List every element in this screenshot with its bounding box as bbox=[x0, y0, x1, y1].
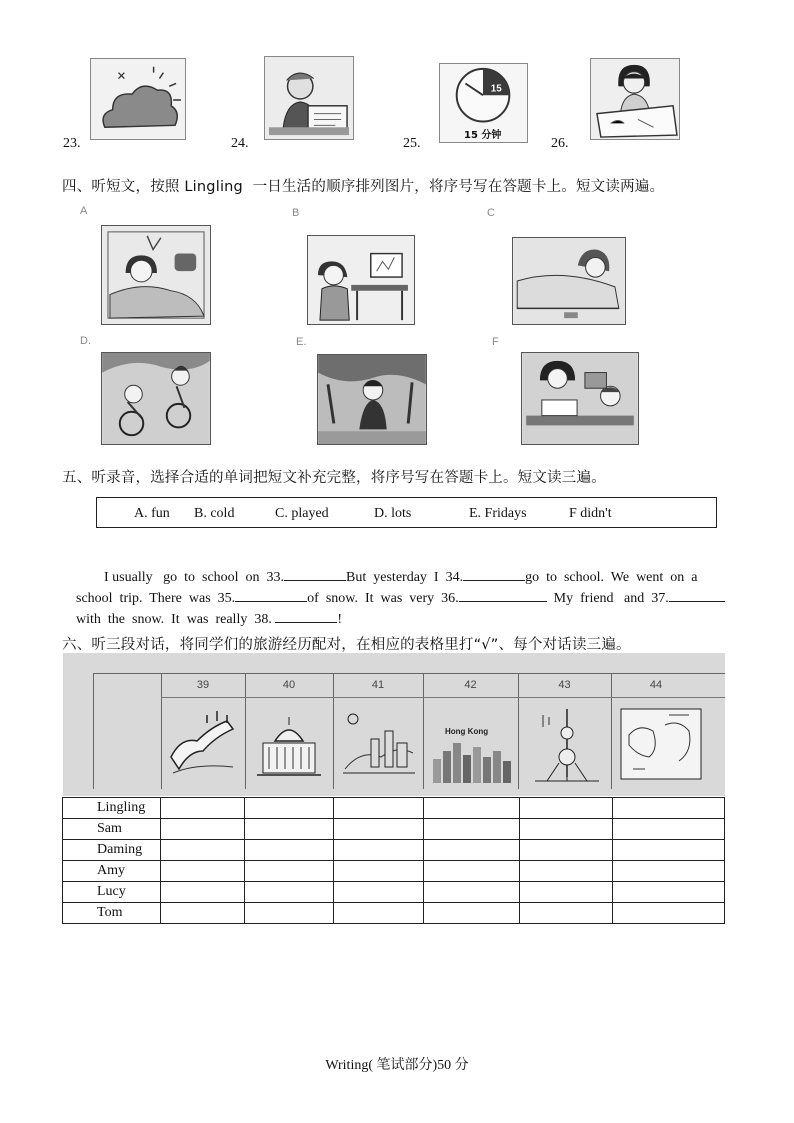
column-39: 39 bbox=[196, 679, 210, 691]
answer-cell[interactable] bbox=[613, 882, 725, 903]
answer-cell[interactable] bbox=[333, 840, 423, 861]
answer-cell[interactable] bbox=[160, 840, 244, 861]
picture-e-park bbox=[317, 354, 427, 445]
option-f: F didn't bbox=[569, 506, 612, 521]
answer-cell[interactable] bbox=[244, 840, 333, 861]
section4-heading: 四、听短文，按照 Lingling 一日生活的顺序排列图片，将序号写在答题卡上。短文读两遍。 bbox=[62, 179, 665, 195]
answer-cell[interactable] bbox=[160, 903, 244, 924]
answer-cell[interactable] bbox=[333, 819, 423, 840]
student-name: Lucy bbox=[63, 882, 161, 903]
answer-cell[interactable] bbox=[423, 903, 520, 924]
section6-heading: 六、听三段对话，将同学们的旅游经历配对，在相应的表格里打“√”、每个对话读三遍。 bbox=[62, 637, 631, 653]
student-name: Amy bbox=[63, 861, 161, 882]
answer-cell[interactable] bbox=[423, 861, 520, 882]
answer-cell[interactable] bbox=[244, 861, 333, 882]
answer-cell[interactable] bbox=[333, 798, 423, 819]
passage-text-2a: school trip. There was 35. bbox=[76, 591, 236, 606]
label-f: F bbox=[492, 336, 499, 348]
passage-text-2b: of snow. It was very 36. bbox=[307, 591, 459, 606]
answer-cell[interactable] bbox=[423, 798, 520, 819]
student-name: Sam bbox=[63, 819, 161, 840]
table-row bbox=[63, 840, 725, 861]
travel-match-table bbox=[62, 797, 725, 924]
answer-cell[interactable] bbox=[520, 798, 613, 819]
answer-cell[interactable] bbox=[613, 861, 725, 882]
capitol-building-icon bbox=[253, 713, 325, 783]
option-a: A. fun bbox=[134, 506, 170, 521]
cloud-sun-icon bbox=[91, 59, 185, 139]
answer-cell[interactable] bbox=[520, 882, 613, 903]
answer-cell[interactable] bbox=[613, 840, 725, 861]
answer-cell[interactable] bbox=[333, 861, 423, 882]
section5-heading: 五、听录音，选择合适的单词把短文补充完整，将序号写在答题卡上。短文读三遍。 bbox=[62, 470, 606, 486]
man-reading-icon bbox=[265, 57, 353, 139]
passage-text-1a: I usually go to school on 33. bbox=[104, 570, 285, 585]
answer-cell[interactable] bbox=[613, 798, 725, 819]
passage-text-2c: My friend and 37. bbox=[546, 591, 669, 606]
column-44: 44 bbox=[649, 679, 663, 691]
label-d: D. bbox=[80, 335, 91, 347]
blank-38[interactable] bbox=[275, 608, 337, 623]
answer-cell[interactable] bbox=[520, 903, 613, 924]
option-b: B. cold bbox=[194, 506, 235, 521]
picture-b-computer bbox=[307, 235, 415, 325]
item-number-24: 24. bbox=[231, 136, 249, 151]
answer-cell[interactable] bbox=[333, 903, 423, 924]
answer-cell[interactable] bbox=[613, 903, 725, 924]
passage-text-1c: go to school. We went on a bbox=[525, 570, 698, 585]
label-c: C bbox=[487, 207, 495, 219]
passage-text-3a: with the snow. It was really 38. bbox=[76, 612, 276, 627]
answer-cell[interactable] bbox=[244, 798, 333, 819]
passage-text-3b: ! bbox=[337, 612, 343, 627]
answer-cell[interactable] bbox=[160, 861, 244, 882]
picture-23 bbox=[90, 58, 186, 140]
item-number-26: 26. bbox=[551, 136, 569, 151]
writing-section-title: Writing( 笔试部分)50 分 bbox=[325, 1058, 469, 1073]
item-number-23: 23. bbox=[63, 136, 81, 151]
hong-kong-label: Hong Kong bbox=[445, 727, 489, 736]
answer-cell[interactable] bbox=[423, 882, 520, 903]
picture-a-waking-up bbox=[101, 225, 211, 325]
table-row bbox=[63, 798, 725, 819]
answer-cell[interactable] bbox=[244, 903, 333, 924]
column-43: 43 bbox=[558, 679, 571, 691]
great-wall-icon bbox=[167, 707, 239, 781]
label-e: E. bbox=[296, 336, 307, 348]
option-d: D. lots bbox=[374, 506, 412, 521]
hong-kong-skyline-icon bbox=[429, 739, 513, 785]
student-name: Lingling bbox=[63, 798, 161, 819]
picture-d-cycling bbox=[101, 352, 211, 445]
answer-cell[interactable] bbox=[244, 819, 333, 840]
label-a: A bbox=[80, 205, 88, 217]
picture-25 bbox=[439, 63, 528, 143]
answer-cell[interactable] bbox=[333, 882, 423, 903]
option-e: E. Fridays bbox=[469, 506, 527, 521]
table-row bbox=[63, 903, 725, 924]
item-number-25: 25. bbox=[403, 136, 421, 151]
answer-cell[interactable] bbox=[160, 819, 244, 840]
answer-cell[interactable] bbox=[520, 819, 613, 840]
city-skyline-icon bbox=[341, 709, 417, 783]
label-b: B bbox=[292, 207, 300, 219]
answer-cell[interactable] bbox=[160, 882, 244, 903]
word-options-box bbox=[96, 497, 717, 528]
answer-cell[interactable] bbox=[613, 819, 725, 840]
map-icon bbox=[619, 705, 703, 783]
picture-f-homework bbox=[521, 352, 639, 445]
table-row bbox=[63, 861, 725, 882]
student-name: Daming bbox=[63, 840, 161, 861]
option-c: C. played bbox=[275, 506, 329, 521]
answer-cell[interactable] bbox=[244, 882, 333, 903]
picture-c-sleeping bbox=[512, 237, 626, 325]
picture-24 bbox=[264, 56, 354, 140]
column-40: 40 bbox=[282, 679, 296, 691]
answer-cell[interactable] bbox=[423, 819, 520, 840]
picture-26 bbox=[590, 58, 680, 140]
clock-caption: 15 分钟 bbox=[464, 130, 502, 141]
column-42: 42 bbox=[464, 679, 477, 691]
travel-pictures-photo bbox=[63, 653, 725, 796]
clock-minutes-label: 15 bbox=[490, 83, 502, 95]
answer-cell[interactable] bbox=[520, 840, 613, 861]
answer-cell[interactable] bbox=[423, 840, 520, 861]
answer-cell[interactable] bbox=[160, 798, 244, 819]
student-name: Tom bbox=[63, 903, 161, 924]
answer-cell[interactable] bbox=[520, 861, 613, 882]
girl-drawing-icon bbox=[591, 59, 679, 139]
table-row bbox=[63, 882, 725, 903]
table-row bbox=[63, 819, 725, 840]
pearl-tower-icon bbox=[533, 707, 601, 785]
column-41: 41 bbox=[371, 679, 385, 691]
passage-text-1b: But yesterday I 34. bbox=[346, 570, 464, 585]
